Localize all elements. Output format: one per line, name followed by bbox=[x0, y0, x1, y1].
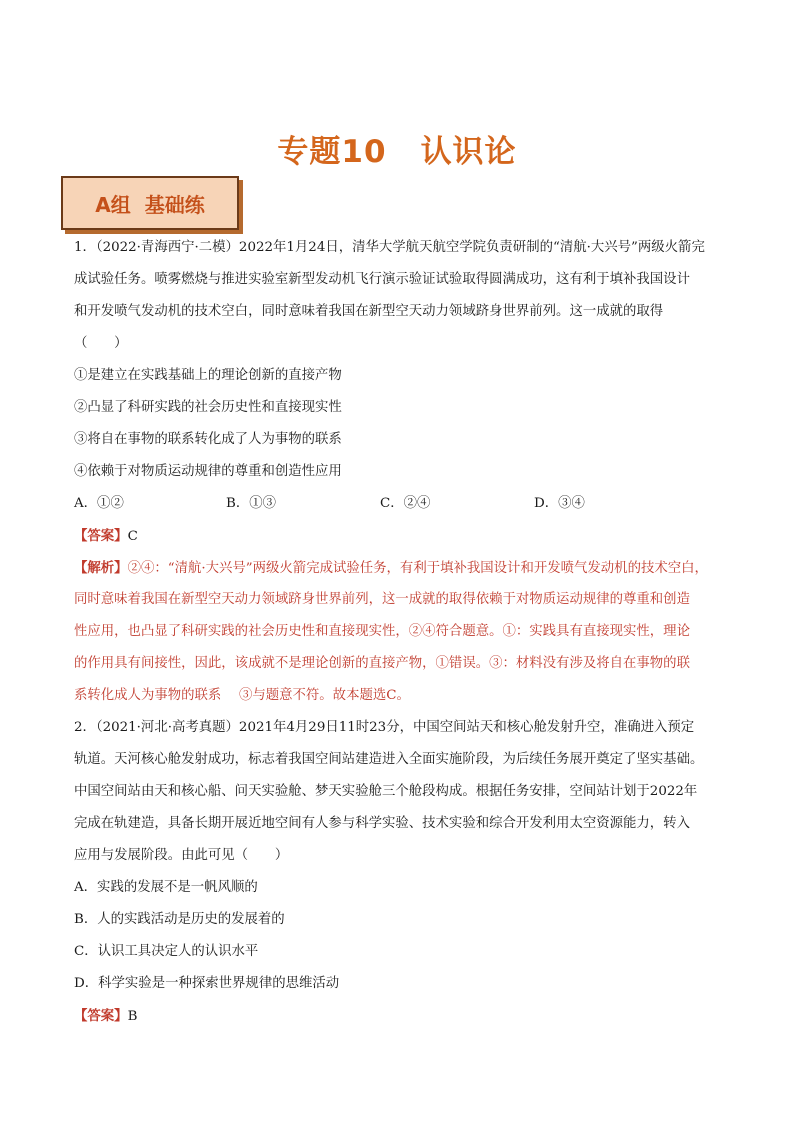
q1-options bbox=[74, 495, 585, 513]
q1-answer bbox=[74, 527, 138, 546]
q2-stem-line-4: 完成在轨建造，具备长期开展近地空间有人参与科学实验、技术实验和综合开发利用太空资源能力，转入 bbox=[74, 816, 690, 831]
q1-analysis-line-5: 系转化成人为事物的联系 ③与题意不符。故本题选C。 bbox=[74, 688, 410, 703]
group-label: A组 基础练 bbox=[95, 192, 205, 217]
q1-item-4: ④依赖于对物质运动规律的尊重和创造性应用 bbox=[74, 464, 342, 479]
q2-stem-line-3: 中国空间站由天和核心船、问天实验舱、梦天实验舱三个舱段构成。根据任务安排，空间站计划于2022年 bbox=[74, 784, 698, 799]
q1-option-a: A．①② bbox=[74, 496, 124, 511]
q1-stem-line-3: 和开发喷气发动机的技术空白，同时意味着我国在新型空天动力领域跻身世界前列。这一成就的取得 bbox=[74, 304, 664, 319]
page-title bbox=[0, 126, 794, 171]
q1-option-c: C．②④ bbox=[380, 496, 431, 511]
q1-stem-line-1: 1．（2022·青海西宁·二模）2022年1月24日，清华大学航天航空学院负责研制的“清航·大兴号”两级火箭完 bbox=[74, 240, 705, 255]
q2-answer bbox=[74, 1007, 137, 1026]
q1-analysis-text-1: ②④：“清航·大兴号”两级火箭完成试验任务，有利于填补我国设计和开发喷气发动机的技术空白， bbox=[127, 561, 708, 576]
q1-analysis-tag: 【解析】 bbox=[74, 560, 128, 576]
q2-option-b: B．人的实践活动是历史的发展着的 bbox=[74, 912, 285, 927]
q1-item-3: ③将自在事物的联系转化成了人为事物的联系 bbox=[74, 432, 342, 447]
group-label-box bbox=[61, 176, 239, 230]
q2-answer-value: B bbox=[127, 1009, 138, 1024]
q1-option-d: D．③④ bbox=[534, 496, 585, 511]
q2-option-c: C．认识工具决定人的认识水平 bbox=[74, 944, 259, 959]
q1-item-2: ②凸显了科研实践的社会历史性和直接现实性 bbox=[74, 400, 342, 415]
q2-answer-tag: 【答案】 bbox=[74, 1008, 128, 1024]
q2-option-d: D．科学实验是一种探索世界规律的思维活动 bbox=[74, 976, 340, 991]
q1-analysis-line-4: 的作用具有间接性，因此，该成就不是理论创新的直接产物，①错误。③：材料没有涉及将自在事物的联 bbox=[74, 656, 690, 671]
q1-option-b: B．①③ bbox=[226, 496, 277, 511]
q1-answer-value: C bbox=[127, 529, 138, 544]
q2-stem-line-2: 轨道。天河核心舱发射成功，标志着我国空间站建造进入全面实施阶段，为后续任务展开奠定了坚实基础。 bbox=[74, 752, 704, 767]
q1-stem-line-2: 成试验任务。喷雾燃烧与推进实验室新型发动机飞行演示验证试验取得圆满成功，这有利于填补我国设计 bbox=[74, 272, 690, 287]
q2-stem-line-5: 应用与发展阶段。由此可见（ ） bbox=[74, 848, 289, 863]
q1-answer-tag: 【答案】 bbox=[74, 528, 128, 544]
q1-analysis-line-1 bbox=[74, 559, 708, 578]
q2-stem-line-1: 2．（2021·河北·高考真题）2021年4月29日11时23分，中国空间站天和核心舱发射升空，准确进入预定 bbox=[74, 720, 695, 735]
title-part1: 专题10 bbox=[277, 134, 387, 170]
q1-stem-line-4: （ ） bbox=[74, 336, 128, 351]
q1-item-1: ①是建立在实践基础上的理论创新的直接产物 bbox=[74, 368, 342, 383]
q2-option-a: A．实践的发展不是一帆风顺的 bbox=[74, 880, 258, 895]
title-part2: 认识论 bbox=[420, 134, 517, 170]
q1-analysis-line-3: 性应用，也凸显了科研实践的社会历史性和直接现实性，②④符合题意。①：实践具有直接现实性，理论 bbox=[74, 624, 690, 639]
q1-analysis-line-2: 同时意味着我国在新型空天动力领域跻身世界前列，这一成就的取得依赖于对物质运动规律的尊重和创造 bbox=[74, 592, 690, 607]
